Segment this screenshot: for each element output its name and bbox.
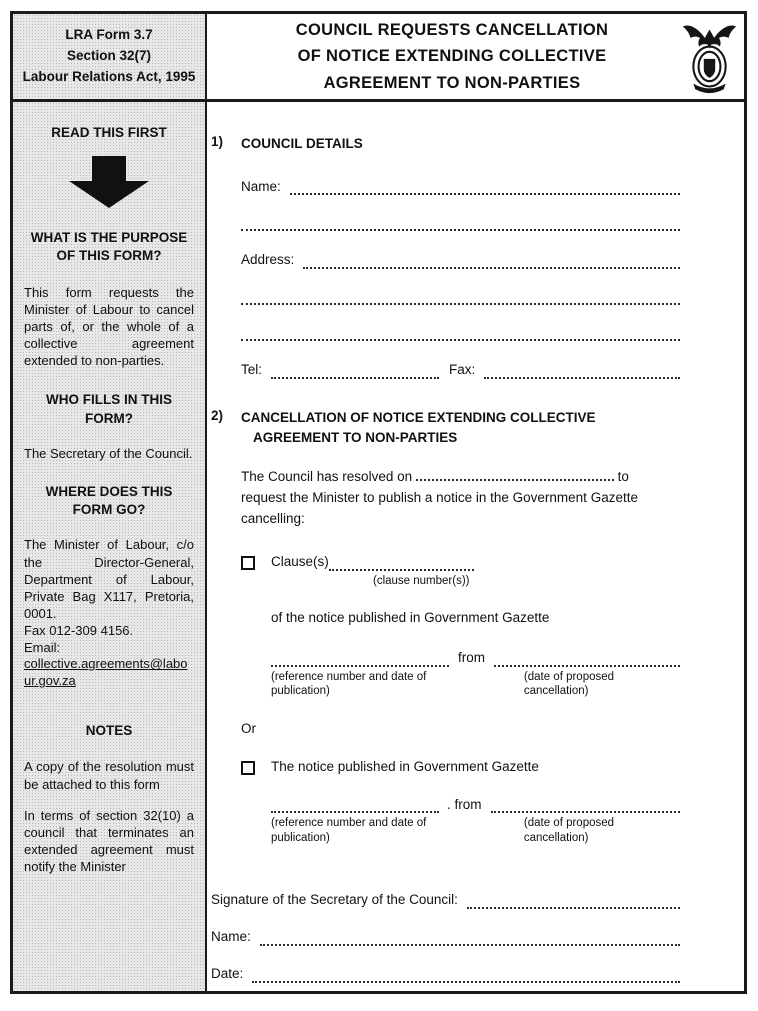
instructions-sidebar xyxy=(13,102,207,991)
council-address-row xyxy=(211,252,680,269)
clause-option-row xyxy=(211,554,680,571)
fax-field[interactable] xyxy=(484,365,680,379)
signature-field[interactable] xyxy=(467,895,680,909)
section2-heading xyxy=(211,408,680,447)
form-title-line: COUNCIL REQUESTS CANCELLATION xyxy=(295,20,609,39)
section2-number: 2) xyxy=(211,408,224,424)
form-section: Section 32(7) xyxy=(66,48,152,64)
gazette-from-row-2 xyxy=(211,797,680,814)
clause-numbers-field[interactable] xyxy=(329,557,474,571)
notice-label: The notice published in Government Gazette xyxy=(271,758,539,774)
reference-caption: (reference number and date of publication) xyxy=(271,817,427,844)
form-reference-box xyxy=(13,14,207,99)
council-name-row xyxy=(211,179,680,196)
form-title-area xyxy=(207,14,744,99)
council-address-row-2 xyxy=(211,291,680,305)
resolution-date-field[interactable] xyxy=(416,470,614,481)
date-caption: (date of proposed cancellation) xyxy=(523,671,615,698)
council-name-row-2 xyxy=(211,217,680,231)
date-caption: (date of proposed cancellation) xyxy=(523,817,615,844)
signatory-name-label: Name: xyxy=(211,929,251,945)
form-body xyxy=(13,102,744,991)
fax-label: Fax: xyxy=(449,362,476,378)
note-item: A copy of the resolution must be attached to this form xyxy=(24,759,194,792)
form-number: LRA Form 3.7 xyxy=(65,27,153,43)
fax-text: Fax 012-309 4156. xyxy=(24,623,134,639)
council-address-row-3 xyxy=(211,327,680,341)
council-address-field-continued[interactable] xyxy=(241,291,680,305)
form-title xyxy=(227,17,677,96)
reference-caption: (reference number and date of publication) xyxy=(271,671,427,698)
or-label: Or xyxy=(241,720,256,736)
email-label: Email: xyxy=(24,640,61,656)
down-arrow-icon xyxy=(24,156,194,213)
resolution-text-post: to request the Minister to publish a notice in the Government Gazette cancelling: xyxy=(241,469,638,527)
from-label: from xyxy=(458,650,485,666)
form-header xyxy=(13,14,744,102)
note-item: In terms of section 32(10) a council that terminates an extended agreement must notify the Minister xyxy=(24,807,194,875)
resolution-text-pre: The Council has resolved on xyxy=(241,469,413,485)
notice-option-row xyxy=(211,759,680,776)
section2-title: CANCELLATION OF NOTICE EXTENDING COLLECTIVE AGREEMENT TO NON-PARTIES xyxy=(241,410,596,445)
notes-heading: NOTES xyxy=(85,723,133,739)
signature-row xyxy=(211,892,680,909)
date-field[interactable] xyxy=(252,969,680,983)
gazette-captions-1 xyxy=(211,670,680,699)
form-title-line: OF NOTICE EXTENDING COLLECTIVE xyxy=(297,47,607,66)
gazette-reference-field[interactable] xyxy=(271,653,449,667)
purpose-text: This form requests the Minister of Labour to cancel parts of, or the whole of a collective agreement extended to non-parties. xyxy=(24,284,194,369)
form-page xyxy=(10,11,747,994)
council-name-field-continued[interactable] xyxy=(241,217,680,231)
council-name-label: Name: xyxy=(241,178,281,194)
tel-field[interactable] xyxy=(271,365,439,379)
notice-cancel-checkbox[interactable] xyxy=(241,761,255,775)
gazette-reference-field-2[interactable] xyxy=(271,799,439,813)
email-link[interactable]: collective.agreements@labour.gov.za xyxy=(24,656,188,689)
council-address-label: Address: xyxy=(241,252,295,268)
cancellation-date-field-2[interactable] xyxy=(491,799,680,813)
form-title-line: AGREEMENT TO NON-PARTIES xyxy=(323,73,581,92)
where-goes-heading: WHERE DOES THIS FORM GO? xyxy=(45,483,173,518)
south-african-coat-of-arms-icon xyxy=(681,18,738,101)
gazette-from-row-1 xyxy=(211,650,680,667)
clause-cancel-checkbox[interactable] xyxy=(241,556,255,570)
date-label: Date: xyxy=(211,965,244,981)
clause-label: Clause(s) xyxy=(271,554,329,570)
form-act: Labour Relations Act, 1995 xyxy=(22,68,196,84)
section1-title: COUNCIL DETAILS xyxy=(241,136,363,151)
cancellation-date-field[interactable] xyxy=(494,653,680,667)
signature-label: Signature of the Secretary of the Council: xyxy=(211,892,458,908)
form-main xyxy=(207,102,744,991)
who-fills-text: The Secretary of the Council. xyxy=(24,445,193,461)
gazette-captions-2 xyxy=(211,816,680,845)
purpose-heading: WHAT IS THE PURPOSE OF THIS FORM? xyxy=(30,230,188,264)
read-this-first-heading: READ THIS FIRST xyxy=(51,125,167,140)
date-row xyxy=(211,966,680,983)
signatory-name-field[interactable] xyxy=(260,932,680,946)
council-address-field[interactable] xyxy=(303,255,680,269)
tel-label: Tel: xyxy=(241,362,263,378)
council-address-field-continued[interactable] xyxy=(241,327,680,341)
clause-caption: (clause number(s)) xyxy=(373,574,470,587)
gazette-line: of the notice published in Government Gazette xyxy=(271,610,550,626)
tel-fax-row xyxy=(211,362,680,379)
resolution-sentence xyxy=(211,467,653,530)
section1-heading xyxy=(211,134,680,154)
section1-number: 1) xyxy=(211,134,224,149)
from-label-2: . from xyxy=(447,796,482,812)
where-goes-text: The Minister of Labour, c/o the Director-General, Department of Labour, Private Bag X117, Pretoria, 0001. xyxy=(24,537,194,621)
council-name-field[interactable] xyxy=(290,181,680,195)
who-fills-heading: WHO FILLS IN THIS FORM? xyxy=(46,392,172,426)
signatory-name-row xyxy=(211,929,680,946)
